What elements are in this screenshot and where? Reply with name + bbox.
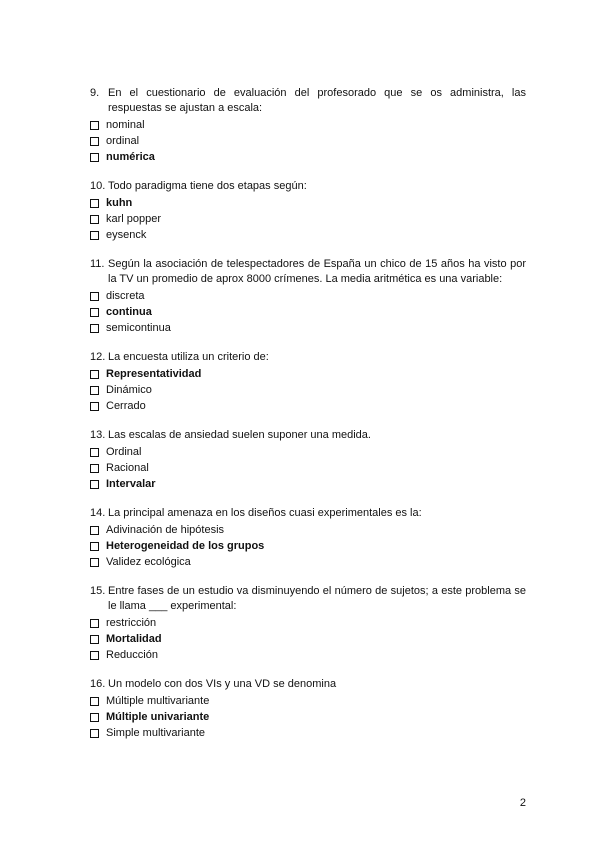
option-label: discreta xyxy=(106,290,145,302)
option-label: Cerrado xyxy=(106,400,146,412)
checkbox[interactable] xyxy=(90,153,99,162)
option-label: Representatividad xyxy=(106,368,202,380)
question-text xyxy=(90,350,526,365)
checkbox[interactable] xyxy=(90,448,99,457)
answer-option[interactable] xyxy=(90,476,526,492)
option-label: continua xyxy=(106,306,152,318)
checkbox[interactable] xyxy=(90,729,99,738)
question-1 xyxy=(90,86,526,165)
answer-option[interactable] xyxy=(90,398,526,414)
answer-option[interactable] xyxy=(90,693,526,709)
answer-option[interactable] xyxy=(90,133,526,149)
option-label: Simple multivariante xyxy=(106,727,206,739)
option-list xyxy=(90,615,526,663)
answer-option[interactable] xyxy=(90,117,526,133)
answer-option[interactable] xyxy=(90,538,526,554)
option-list xyxy=(90,117,526,165)
option-label: Dinámico xyxy=(106,384,152,396)
checkbox[interactable] xyxy=(90,324,99,333)
checkbox[interactable] xyxy=(90,480,99,489)
page-number: 2 xyxy=(519,797,526,809)
option-label: Múltiple univariante xyxy=(106,711,210,723)
checkbox[interactable] xyxy=(90,713,99,722)
question-number: 16. xyxy=(90,678,106,690)
option-label: semicontinua xyxy=(106,322,171,334)
answer-option[interactable] xyxy=(90,366,526,382)
option-list xyxy=(90,522,526,570)
checkbox[interactable] xyxy=(90,651,99,660)
checkbox[interactable] xyxy=(90,370,99,379)
answer-option[interactable] xyxy=(90,444,526,460)
option-label: eysenck xyxy=(106,229,147,241)
question-text xyxy=(90,257,526,287)
option-list xyxy=(90,366,526,414)
answer-option[interactable] xyxy=(90,382,526,398)
option-label: Adivinación de hipótesis xyxy=(106,524,225,536)
question-number: 9. xyxy=(90,87,100,99)
question-number: 14. xyxy=(90,507,106,519)
answer-option[interactable] xyxy=(90,522,526,538)
option-label: Mortalidad xyxy=(106,633,162,645)
question-text xyxy=(90,584,526,614)
question-list xyxy=(90,86,526,755)
checkbox[interactable] xyxy=(90,199,99,208)
option-label: Intervalar xyxy=(106,478,156,490)
checkbox[interactable] xyxy=(90,292,99,301)
question-text xyxy=(90,506,526,521)
question-text xyxy=(90,428,526,443)
checkbox[interactable] xyxy=(90,215,99,224)
checkbox[interactable] xyxy=(90,558,99,567)
question-statement: La encuesta utiliza un criterio de: xyxy=(108,351,269,363)
question-5 xyxy=(90,428,526,492)
answer-option[interactable] xyxy=(90,554,526,570)
option-label: kuhn xyxy=(106,197,133,209)
answer-option[interactable] xyxy=(90,725,526,741)
option-label: Múltiple multivariante xyxy=(106,695,210,707)
question-statement: La principal amenaza en los diseños cuasi experimentales es la: xyxy=(108,507,422,519)
answer-option[interactable] xyxy=(90,195,526,211)
question-3 xyxy=(90,257,526,336)
checkbox[interactable] xyxy=(90,137,99,146)
answer-option[interactable] xyxy=(90,631,526,647)
checkbox[interactable] xyxy=(90,402,99,411)
answer-option[interactable] xyxy=(90,615,526,631)
checkbox[interactable] xyxy=(90,635,99,644)
question-statement: Todo paradigma tiene dos etapas según: xyxy=(108,180,307,192)
option-label: Heterogeneidad de los grupos xyxy=(106,540,265,552)
option-list xyxy=(90,444,526,492)
answer-option[interactable] xyxy=(90,320,526,336)
answer-option[interactable] xyxy=(90,647,526,663)
option-label: restricción xyxy=(106,617,157,629)
answer-option[interactable] xyxy=(90,304,526,320)
question-text xyxy=(90,677,526,692)
answer-option[interactable] xyxy=(90,460,526,476)
checkbox[interactable] xyxy=(90,542,99,551)
question-statement: Según la asociación de telespectadores de España un chico de 15 años ha visto por la TV un promedio de aprox 8000 crímenes. La media aritmética es una variable: xyxy=(108,258,526,285)
answer-option[interactable] xyxy=(90,227,526,243)
question-number: 12. xyxy=(90,351,106,363)
checkbox[interactable] xyxy=(90,619,99,628)
option-list xyxy=(90,195,526,243)
question-statement: Un modelo con dos VIs y una VD se denomina xyxy=(108,678,337,690)
option-label: numérica xyxy=(106,151,155,163)
checkbox[interactable] xyxy=(90,464,99,473)
question-number: 10. xyxy=(90,180,106,192)
option-list xyxy=(90,693,526,741)
option-label: Ordinal xyxy=(106,446,142,458)
question-text xyxy=(90,86,526,116)
option-label: karl popper xyxy=(106,213,162,225)
question-text xyxy=(90,179,526,194)
option-label: Validez ecológica xyxy=(106,556,191,568)
question-number: 13. xyxy=(90,429,106,441)
question-number: 11. xyxy=(90,258,105,270)
question-7 xyxy=(90,584,526,663)
checkbox[interactable] xyxy=(90,121,99,130)
answer-option[interactable] xyxy=(90,211,526,227)
question-8 xyxy=(90,677,526,741)
question-4 xyxy=(90,350,526,414)
checkbox[interactable] xyxy=(90,526,99,535)
question-number: 15. xyxy=(90,585,106,597)
question-statement: Entre fases de un estudio va disminuyendo el número de sujetos; a este problema se le llama ___ experimental: xyxy=(108,585,526,612)
checkbox[interactable] xyxy=(90,231,99,240)
option-label: Reducción xyxy=(106,649,158,661)
answer-option[interactable] xyxy=(90,149,526,165)
question-2 xyxy=(90,179,526,243)
question-statement: En el cuestionario de evaluación del profesorado que se os administra, las respuestas se ajustan a escala: xyxy=(108,87,526,114)
checkbox[interactable] xyxy=(90,386,99,395)
question-6 xyxy=(90,506,526,570)
answer-option[interactable] xyxy=(90,709,526,725)
checkbox[interactable] xyxy=(90,697,99,706)
question-statement: Las escalas de ansiedad suelen suponer una medida. xyxy=(108,429,371,441)
option-label: nominal xyxy=(106,119,145,131)
option-label: Racional xyxy=(106,462,149,474)
checkbox[interactable] xyxy=(90,308,99,317)
option-list xyxy=(90,288,526,336)
answer-option[interactable] xyxy=(90,288,526,304)
option-label: ordinal xyxy=(106,135,140,147)
